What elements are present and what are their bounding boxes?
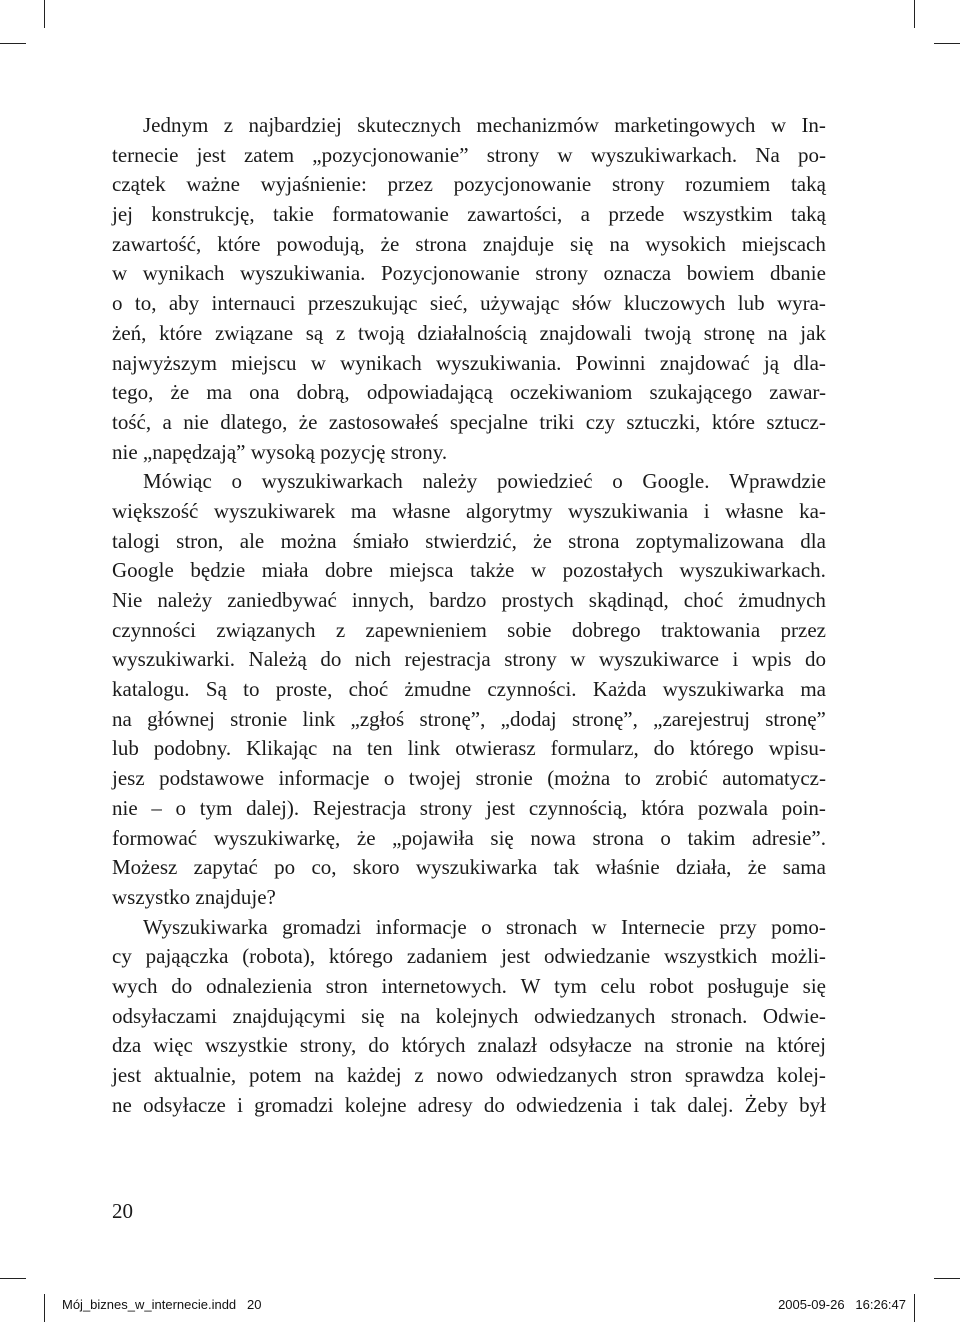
text-line: żeń, które związane są z twoją działalnością znajdowali twoją stronę na jak bbox=[112, 320, 826, 345]
text-line: o to, aby internauci przeszukując sieć, używając słów kluczowych lub wyra- bbox=[112, 291, 826, 316]
text-line: odsyłaczami znajdującymi się na kolejnych odwiedzanych stronach. Odwie- bbox=[112, 1003, 826, 1028]
text-line: katalogu. Są to proste, choć żmudne czynności. Każda wyszukiwarka ma bbox=[112, 677, 826, 702]
page-number: 20 bbox=[112, 1199, 133, 1223]
text-line: dza więc wszystkie strony, do których znalazł odsyłacze na stronie na której bbox=[112, 1033, 826, 1058]
text-line: talogi stron, ale można śmiało stwierdzić, że strona zoptymalizowana dla bbox=[112, 528, 826, 553]
text-line: Mówiąc o wyszukiwarkach należy powiedzieć o Google. Wprawdzie bbox=[143, 469, 826, 494]
text-line: nie „napędzają” wysoką pozycję strony. bbox=[112, 439, 448, 464]
text-line: Możesz zapytać po co, skoro wyszukiwarka tak właśnie działa, że sama bbox=[112, 855, 826, 880]
crop-mark-top-right-vertical bbox=[914, 0, 915, 28]
crop-mark-bottom-right-horizontal bbox=[934, 1278, 960, 1279]
text-line: Wyszukiwarka gromadzi informacje o stronach w Internecie przy pomo- bbox=[143, 914, 826, 939]
text-line: cy pająączka (robota), którego zadaniem jest odwiedzanie wszystkich możli- bbox=[112, 944, 826, 969]
text-line: większość wyszukiwarek ma własne algorytmy wyszukiwania i własne ka- bbox=[112, 498, 826, 523]
crop-mark-bottom-left-vertical bbox=[44, 1294, 45, 1322]
text-line: wych do odnalezienia stron internetowych. W tym celu robot posługuje się bbox=[112, 973, 826, 998]
text-line: wszystko znajduje? bbox=[112, 884, 276, 909]
text-line: nie – o tym dalej). Rejestracja strony jest czynnością, która pozwala poin- bbox=[112, 795, 826, 820]
text-line: w wynikach wyszukiwania. Pozycjonowanie strony oznacza bowiem dbanie bbox=[112, 261, 826, 286]
text-line: lub podobny. Klikając na ten link otwierasz formularz, do którego wpisu- bbox=[112, 736, 826, 761]
text-line: tego, że ma ona dobrą, odpowiadającą oczekiwaniom szukającego zawar- bbox=[112, 380, 826, 405]
body-text bbox=[112, 111, 826, 1120]
text-line: Nie należy zaniedbywać innych, bardzo prostych skądinąd, choć żmudnych bbox=[112, 588, 826, 612]
text-line: jest aktualnie, potem na każdej z nowo odwiedzanych stron sprawdza kolej- bbox=[112, 1063, 826, 1087]
crop-mark-top-right-horizontal bbox=[934, 43, 960, 44]
text-line: Jednym z najbardziej skutecznych mechanizmów marketingowych w In- bbox=[143, 113, 826, 137]
slug-timestamp: 2005-09-26 16:26:47 bbox=[778, 1297, 906, 1312]
crop-mark-top-left-vertical bbox=[44, 0, 45, 28]
text-line: zawartość, które powodują, że strona znajduje się na wysokich miejscach bbox=[112, 231, 826, 256]
text-line: wyszukiwarki. Należą do nich rejestracja strony w wyszukiwarce i wpis do bbox=[112, 647, 826, 672]
text-line: tość, a nie dlatego, że zastosowałeś specjalne triki czy sztuczki, które sztucz- bbox=[112, 409, 826, 434]
slug-file-info: Mój_biznes_w_internecie.indd 20 bbox=[62, 1297, 262, 1312]
text-line: jej konstrukcję, takie formatowanie zawartości, a przede wszystkim taką bbox=[112, 202, 826, 227]
text-line: formować wyszukiwarkę, że „pojawiła się nowa strona o takim adresie”. bbox=[112, 825, 826, 850]
text-line: najwyższym miejscu w wynikach wyszukiwania. Powinni znajdować ją dla- bbox=[112, 350, 826, 375]
crop-mark-bottom-right-vertical bbox=[914, 1294, 915, 1322]
text-line: czątek ważne wyjaśnienie: przez pozycjonowanie strony rozumiem taką bbox=[112, 172, 826, 197]
crop-mark-bottom-left-horizontal bbox=[0, 1278, 26, 1279]
text-line: Google będzie miała dobre miejsca także w pozostałych wyszukiwarkach. bbox=[112, 558, 826, 583]
text-line: ternecie jest zatem „pozycjonowanie” strony w wyszukiwarkach. Na po- bbox=[112, 142, 826, 167]
text-line: na głównej stronie link „zgłoś stronę”, „dodaj stronę”, „zarejestruj stronę” bbox=[112, 706, 826, 731]
text-line: czynności związanych z zapewnieniem sobie dobrego traktowania przez bbox=[112, 617, 826, 642]
text-line: jesz podstawowe informacje o twojej stronie (można to zrobić automatycz- bbox=[112, 766, 826, 791]
text-line: ne odsyłacze i gromadzi kolejne adresy do odwiedzenia i tak dalej. Żeby był bbox=[112, 1092, 826, 1117]
crop-mark-top-left-horizontal bbox=[0, 43, 26, 44]
